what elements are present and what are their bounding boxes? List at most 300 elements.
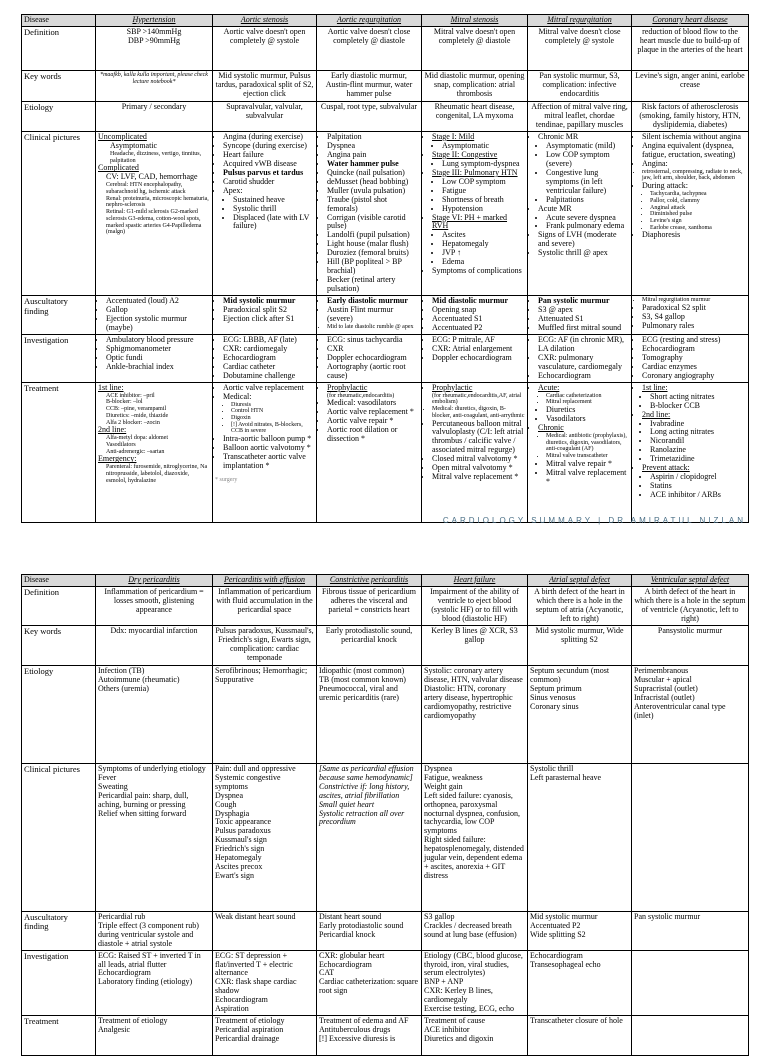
table-cell: Systolic: coronary artery disease, HTN, valvular disease Diastolic: HTN, coronary artery disease, hypertrophic cardiomyopathy, restrictive cardiomyopathy — [422, 665, 528, 763]
list-item: • Pallor, cold, clammy — [650, 198, 746, 205]
table-cell — [528, 334, 632, 382]
table-cell: Levine's sign, anger anini, earlobe crease — [632, 70, 749, 101]
table-cell: Systolic thrill Left parasternal heave — [528, 763, 632, 911]
list-item: • 2nd line: — [642, 411, 746, 420]
list-item: CV: LVF, CAD, hemorrhage — [106, 172, 198, 182]
table-cell: Affection of mitral valve ring, mitral leaflet, chordae tendinae, papillary muscles — [528, 101, 632, 131]
list-item: • Mitral replacement — [546, 399, 629, 406]
table-cell-mr-clinical — [528, 131, 632, 295]
row-auscultatory — [22, 911, 749, 950]
list-item: • Aortic valve repair * — [327, 417, 419, 426]
table-cell: Cuspal, root type, subvalvular — [317, 101, 422, 131]
list-item: • Aortic valve replacement — [223, 384, 314, 393]
table-cell: Treatment of edema and AF Antituberculous drugs [!] Excessive diuresis is — [317, 1016, 422, 1056]
table-cell: Inflammation of pericardium = losses smooth, glistening appearance — [96, 586, 213, 625]
list-item: • Mitral regurgitation murmur — [642, 297, 746, 304]
list-item: • ACE inhibitor / ARBs — [650, 491, 746, 500]
list-item: • Displaced (late with LV failure) — [233, 214, 314, 232]
list-item: • Stage VI: PH + marked RVH — [432, 214, 525, 232]
list-item: • Diaphoresis — [642, 231, 746, 240]
list-item: • CXR: Atrial enlargement — [432, 345, 525, 354]
list-item: • 1st line: — [642, 384, 746, 393]
row-definition — [22, 586, 749, 625]
list-item: • Attenuated S1 — [538, 315, 629, 324]
table-header-row — [22, 575, 749, 587]
list-item: • Statins — [650, 482, 746, 491]
table-cell: Impairment of the ability of ventricle to eject blood (systolic HF) or to fill with blood (diastolic HF) — [422, 586, 528, 625]
table-cell — [528, 296, 632, 335]
list-item: • Fatigue — [442, 187, 525, 196]
list-item: (for rheumatic,endocarditis,AF, atrial embolism) — [432, 392, 522, 406]
list-item: • ECG: sinus tachycardia — [327, 336, 419, 345]
header-coronary-heart-disease: Coronary heart disease — [632, 15, 749, 27]
list-item: 1st line: — [98, 382, 124, 392]
list-item: • Transcatheter aortic valve implantation * — [223, 453, 314, 471]
table-cell — [317, 296, 422, 335]
list-item: • Mid diastolic murmur — [432, 297, 525, 306]
table-cell: Dyspnea Fatigue, weakness Weight gain Left sided failure: cyanosis, orthopnea, paroxysmal nocturnal dyspnea, confusion, tachycardia, low COP symptoms Right sided failure: hepatosplenomegaly, distended jugular vein, dependent edema + ascites, anorexia + GIT distress — [422, 763, 528, 911]
table-cell: Septum secundum (most common) Septum primum Sinus venosus Coronary sinus — [528, 665, 632, 763]
table-cell: Weak distant heart sound — [213, 911, 317, 950]
row-auscultatory — [22, 296, 749, 335]
list-item: Vasodilators — [106, 441, 136, 448]
list-item: • Anginal attack — [650, 205, 746, 212]
list-item: • ECG: LBBB, AF (late) — [223, 336, 314, 345]
list-item: • Angina pain — [327, 151, 419, 160]
table-cell: A birth defect of the heart in which there is a hole in the septum of atria (Acyanotic, left to right) — [528, 586, 632, 625]
list-item: • Medical: antibiotic (prophylaxis), diuretics, digoxin, vasodilators, anti-coagulant (AF) — [546, 433, 629, 453]
table-cell: [Same as pericardial effusion because same hemodynamic] Constrictive if: long history, ascites, atrial fibrillation Small quiet heart Systolic retraction all over precordium — [317, 763, 422, 911]
row-label: Key words — [22, 625, 96, 665]
row-definition — [22, 26, 749, 70]
row-etiology — [22, 665, 749, 763]
table-cell-as-clinical — [213, 131, 317, 295]
list-item: • Levine's sign — [650, 218, 746, 225]
table-cell: Supravalvular, valvular, subvalvular — [213, 101, 317, 131]
list-item: • Medical: vasodilators — [327, 399, 419, 408]
list-item: • Doppler echocardiogram — [432, 354, 525, 363]
row-label: Key words — [22, 70, 96, 101]
header-disease: Disease — [22, 15, 96, 27]
list-item: • Pan systolic murmur — [538, 297, 629, 306]
list-item: • Acute MR — [538, 205, 629, 214]
list-item: • ECG (resting and stress) — [642, 336, 746, 345]
list-item: • CXR — [327, 345, 419, 354]
list-item: Renal: proteinuria, microscopic hematuria, nephro-sclerosis — [106, 195, 209, 209]
list-item: • Hypotension — [442, 205, 525, 214]
header-dry-pericarditis: Dry pericarditis — [96, 575, 213, 587]
list-item: Alfa-metyl dopa: aldomet — [106, 435, 168, 442]
list-item: • Dobutamine challenge — [223, 372, 314, 381]
list-item: • Symptoms of complications — [432, 267, 525, 276]
list-item: • Paradoxical S2 split — [642, 304, 746, 313]
list-item: • Water hammer pulse — [327, 160, 419, 169]
table-cell-chd-treatment — [632, 382, 749, 522]
list-item: • Edema — [442, 258, 525, 267]
list-item: Uncomplicated — [98, 131, 147, 141]
list-item: • Signs of LVH (moderate and severe) — [538, 231, 629, 249]
table-cell — [213, 334, 317, 382]
list-item: • Echocardiogram — [642, 345, 746, 354]
list-item: • Trimetazidine — [650, 455, 746, 464]
list-item: • Ascites — [442, 231, 525, 240]
table-cell: Ddx: myocardial infarction — [96, 625, 213, 665]
list-item: • Pulmonary rales — [642, 322, 746, 331]
row-keywords — [22, 625, 749, 665]
list-item: • Traube (pistol shot femorals) — [327, 196, 419, 214]
row-keywords — [22, 70, 749, 101]
row-label: Etiology — [22, 665, 96, 763]
list-item: • Angina (during exercise) — [223, 133, 314, 142]
row-treatment — [22, 1016, 749, 1056]
table-cell — [96, 334, 213, 382]
table-cell: Perimembranous Muscular + apical Supracristal (outlet) Infracristal (outlet) Anteroventricular canal type (inlet) — [632, 665, 749, 763]
table-cell: CXR: globular heart Echocardiogram CAT Cardiac catheterization: square root sign — [317, 950, 422, 1016]
list-item: • Asymptomatic (mild) — [546, 142, 629, 151]
list-item: • Sphigmomanometer — [106, 345, 210, 354]
cardiology-table-2 — [21, 574, 749, 1056]
list-item: • Prevent attack: — [642, 464, 746, 473]
row-label: Investigation — [22, 334, 96, 382]
table-cell — [213, 296, 317, 335]
list-item: • Accentuated P2 — [432, 324, 525, 333]
list-item: • Mitral valve replacement * — [432, 473, 525, 482]
header-mitral-stenosis: Mitral stenosis — [422, 15, 528, 27]
list-item: Asymptomatic — [110, 140, 158, 150]
table-cell: Aortic valve doesn't close completely @ diastole — [317, 26, 422, 70]
table-cell — [317, 334, 422, 382]
table-cell: Fibrous tissue of pericardium adheres the visceral and parietal = constricts heart — [317, 586, 422, 625]
row-investigation — [22, 950, 749, 1016]
list-item: • Carotid shudder — [223, 178, 314, 187]
list-item: • Chronic MR — [538, 133, 629, 142]
list-item: • Angina: — [642, 160, 746, 169]
list-item: • Quincke (nail pulsation) — [327, 169, 419, 178]
list-item: • Syncope (during exercise) — [223, 142, 314, 151]
table-cell: reduction of blood flow to the heart muscle due to build-up of plaque in the arteries of the heart — [632, 26, 749, 70]
list-item: • Acute severe dyspnea — [546, 214, 629, 223]
list-item: Headache, dizziness, vertigo, tinnitus, palpitation — [110, 150, 202, 164]
list-item: • Stage I: Mild — [432, 133, 525, 142]
header-atrial-septal-defect: Atrial septal defect — [528, 575, 632, 587]
row-label: Treatment — [22, 1016, 96, 1056]
table-cell: Rheumatic heart disease, congenital, LA myxoma — [422, 101, 528, 131]
list-item: • Landolfi (pupil pulsation) — [327, 231, 419, 240]
list-item: • Heart failure — [223, 151, 314, 160]
list-item: • Palpitations — [546, 196, 629, 205]
list-item: • Prophylactic — [327, 384, 419, 393]
list-item: • Shortness of breath — [442, 196, 525, 205]
list-item: • Digoxin — [231, 415, 314, 422]
list-item: • Accentuated S1 — [432, 315, 525, 324]
list-item: • Gallop — [106, 306, 210, 315]
list-item: • Low COP symptom — [442, 178, 525, 187]
cardiology-table-1 — [21, 14, 749, 523]
header-ventricular-septal-defect: Ventricular septal defect — [632, 575, 749, 587]
table-cell: Primary / secondary — [96, 101, 213, 131]
table-cell: Mid diastolic murmur, opening snap, complication: atrial thrombosis — [422, 70, 528, 101]
list-item: • Diminished pulse — [650, 211, 746, 218]
row-label: Definition — [22, 26, 96, 70]
list-item: • S3 @ apex — [538, 306, 629, 315]
list-item: • S3, S4 gallop — [642, 313, 746, 322]
table-cell — [632, 950, 749, 1016]
table-cell: Pain: dull and oppressive Systemic congestive symptoms Dyspnea Cough Dysphagia Toxic appearance Pulsus paradoxus Kussmaul's sign Friedrich's sign Hepatomegaly Ascites precox Ewart's sign — [213, 763, 317, 911]
table-cell: Pan systolic murmur, S3, complication: infective endocarditis — [528, 70, 632, 101]
list-item: • Stage II: Congestive — [432, 151, 525, 160]
row-label: Treatment — [22, 382, 96, 522]
list-item: • Diuretics — [546, 406, 629, 415]
row-label: Clinical pictures — [22, 131, 96, 295]
table-cell-mr-treatment — [528, 382, 632, 522]
list-item: • JVP ↑ — [442, 249, 525, 258]
table-cell: ECG: Raised ST + inverted T in all leads, atrial flutter Echocardiogram Laboratory finding (etiology) — [96, 950, 213, 1016]
list-item: • Mid to late diastolic rumble @ apex — [327, 324, 419, 331]
table-cell-ms-treatment — [422, 382, 528, 522]
header-mitral-regurgitation: Mitral regurgitation — [528, 15, 632, 27]
list-item: B-blocker: –lol — [106, 399, 143, 406]
list-item: • Open mitral valvotomy * — [432, 464, 525, 473]
table-cell: Mitral valve doesn't open completely @ diastole — [422, 26, 528, 70]
list-item: • Hill (BP popliteal > BP brachial) — [327, 258, 419, 276]
table-cell — [632, 763, 749, 911]
list-item: • Cardiac catheterization — [546, 393, 629, 400]
table-cell: ECG: ST depression + flat/inverted T + electric alternance CXR: flask shape cardiac shadow Echocardiogram Aspiration — [213, 950, 317, 1016]
header-aortic-stenosis: Aortic stenosis — [213, 15, 317, 27]
list-item: • Coronary angiography — [642, 372, 746, 381]
list-item: • Diuresis — [231, 402, 314, 409]
list-item: • Dyspnea — [327, 142, 419, 151]
list-item: • Prophylactic — [432, 384, 525, 393]
list-item: • Frank pulmonary edema — [546, 222, 629, 231]
table-header-row — [22, 15, 749, 27]
table-cell: Inflammation of pericardium with fluid accumulation in the pericardial space — [213, 586, 317, 625]
list-item: • Apex: — [223, 187, 314, 196]
table-cell: S3 gallop Crackles / decreased breath sound at lung base (effusion) — [422, 911, 528, 950]
list-item: • Cardiac enzymes — [642, 363, 746, 372]
row-investigation — [22, 334, 749, 382]
list-item: • Optic fundi — [106, 354, 210, 363]
list-item: • Accentuated (loud) A2 — [106, 297, 210, 306]
row-clinical-pictures — [22, 763, 749, 911]
list-item: • Echocardiogram — [223, 354, 314, 363]
table-cell: Early diastolic murmur, Austin-flint murmur, water hammer pulse — [317, 70, 422, 101]
list-item: • Ejection click after S1 — [223, 315, 314, 324]
table-cell: Echocardiogram Transesophageal echo — [528, 950, 632, 1016]
list-item: • Doppler echocardiogram — [327, 354, 419, 363]
table-cell-ar-treatment — [317, 382, 422, 522]
table-cell — [422, 296, 528, 335]
header-hypertension: Hypertension — [96, 15, 213, 27]
list-item: • ECG: P mitrale, AF — [432, 336, 525, 345]
list-item: • B-blocker CCB — [650, 402, 746, 411]
list-item: • Balloon aortic valvotomy * — [223, 444, 314, 453]
table-cell: Symptoms of underlying etiology Fever Sweating Pericardial pain: sharp, dull, aching, burning or pressing Relief when sitting forward — [96, 763, 213, 911]
list-item: Alfa 2 blocker: –zocin — [106, 419, 160, 426]
table-cell: *maafkb, kalla kulla important, please check lecture notebook* — [96, 70, 213, 101]
table-cell-chd-clinical — [632, 131, 749, 295]
list-item: • Opening snap — [432, 306, 525, 315]
row-label: Investigation — [22, 950, 96, 1016]
table-cell — [632, 1016, 749, 1056]
table-cell — [632, 334, 749, 382]
list-item: • Systolic thrill — [233, 205, 314, 214]
list-item: • Asymptomatic — [442, 142, 525, 151]
table-cell: Kerley B lines @ XCR, S3 gallop — [422, 625, 528, 665]
list-item: Emergency: — [98, 454, 137, 464]
list-item: • Tachycardia, tachypnea — [650, 191, 746, 198]
header-heart-failure: Heart failure — [422, 575, 528, 587]
table-cell: Treatment of cause ACE inhibitor Diuretics and digoxin — [422, 1016, 528, 1056]
table-cell: Pansystolic murmur — [632, 625, 749, 665]
list-item: • Aortic valve replacement * — [327, 408, 419, 417]
table-cell: A birth defect of the heart in which there is a hole in the septum of ventricle (Acyanotic, left to right) — [632, 586, 749, 625]
table-cell: Serofibrinous; Hemorrhagic; Suppurative — [213, 665, 317, 763]
list-item: • Corrigan (visible carotid pulse) — [327, 214, 419, 232]
table-cell — [632, 296, 749, 335]
list-item: Cerebral: HTN encephalopathy, subarachnoid hg, ischemic attack — [106, 182, 186, 195]
table-cell: Infection (TB) Autoimmune (rheumatic) Others (uremia) — [96, 665, 213, 763]
list-item: ACE inhibitor: –pril — [106, 392, 155, 399]
table-cell: Mid systolic murmur, Pulsus tardus, paradoxical split of S2, ejection click — [213, 70, 317, 101]
list-item: • Silent ischemia without angina — [642, 133, 746, 142]
list-item: • Acute: — [538, 384, 629, 393]
row-clinical-pictures — [22, 131, 749, 295]
table-cell: Distant heart sound Early protodiastolic sound Pericardial knock — [317, 911, 422, 950]
table-cell: Risk factors of atherosclerosis (smoking, family history, HTN, dyslipidemia, diabetes) — [632, 101, 749, 131]
list-item: Retinal: G1-mild sclerosis G2-marked sclerosis G3-edema, cotton-wool spots, marked spastic arteries G4-Papilledema (malgn) — [106, 209, 202, 236]
list-item: • Aortography (aortic root cause) — [327, 363, 419, 381]
header-constrictive-pericarditis: Constrictive pericarditis — [317, 575, 422, 587]
list-item: • Cardiac catheter — [223, 363, 314, 372]
list-item: • Low COP symptom (severe) — [546, 151, 629, 169]
list-item: • Early diastolic murmur — [327, 297, 419, 306]
list-item: • Systolic thrill @ apex — [538, 249, 629, 258]
list-item: • Duroziez (femoral bruits) — [327, 249, 419, 258]
table-cell: Pan systolic murmur — [632, 911, 749, 950]
list-item: (for rheumatic,endocarditis) — [327, 392, 395, 399]
table-cell: Transcatheter closure of hole — [528, 1016, 632, 1056]
list-item: • Light house (malar flush) — [327, 240, 419, 249]
list-item: • Ivabradine — [650, 420, 746, 429]
list-item: • Acquired vWB disease — [223, 160, 314, 169]
table-cell: Pericardial rub Triple effect (3 component rub) during ventricular systole and diastole + atrial systole — [96, 911, 213, 950]
list-item: • Echocardiogram — [538, 372, 629, 381]
list-item: • Nicorandil — [650, 437, 746, 446]
list-item: • Long acting nitrates — [650, 428, 746, 437]
list-item: • Aortic root dilation or dissection * — [327, 426, 419, 444]
list-item: • Lung symptom-dyspnea — [442, 160, 525, 169]
list-item: Diuretics: –mide, thiazide — [106, 412, 169, 419]
list-item: • Medical: diuretics, digoxin, B-blocker, anti-coagulant, anti-arrythmic — [432, 406, 525, 419]
list-item: Complicated — [98, 163, 139, 173]
list-item: • Mid systolic murmur — [223, 297, 314, 306]
table-cell: Mid systolic murmur Accentuated P2 Wide splitting S2 — [528, 911, 632, 950]
table-cell: Etiology (CBC, blood glucose, thyroid, iron, viral studies, serum electrolytes) BNP + ANP CXR: Kerley B lines, cardiomegaly Exercise testing, ECG, echo — [422, 950, 528, 1016]
row-label: Auscultatory finding — [22, 296, 96, 335]
list-item: 2nd line: — [98, 425, 127, 435]
list-item: • Becker (retinal artery pulsation) — [327, 276, 419, 294]
row-label: Clinical pictures — [22, 763, 96, 911]
list-item: • Ranolazine — [650, 446, 746, 455]
table-cell: Aortic valve doesn't open completely @ systole — [213, 26, 317, 70]
list-item: • Mitral valve replacement * — [546, 469, 629, 487]
list-item: • Hepatomegaly — [442, 240, 525, 249]
list-item: • Angina equivalent (dyspnea, fatigue, eructation, sweating) — [642, 142, 746, 160]
header-pericarditis-effusion: Pericarditis with effusion — [213, 575, 317, 587]
summary-header: CARDIOLOGY SUMMARY | DR AMIRATUL NIZLAN — [442, 516, 746, 525]
table-cell-as-treatment — [213, 382, 317, 522]
list-item: • CXR: pulmonary vasculature, cardiomegaly — [538, 354, 629, 372]
list-item: • Mitral valve repair * — [546, 460, 629, 469]
table-cell: Mitral valve doesn't close completely @ systole — [528, 26, 632, 70]
list-item: • Palpitation — [327, 133, 419, 142]
list-item: • Mitral valve transcatheter — [546, 453, 629, 460]
table-cell: Treatment of etiology Analgesic — [96, 1016, 213, 1056]
table-cell-ms-clinical — [422, 131, 528, 295]
row-etiology — [22, 101, 749, 131]
row-label: Auscultatory finding — [22, 911, 96, 950]
list-item: • Earlobe crease, xanthoma — [650, 225, 746, 232]
list-item: • Percutaneous balloon mitral valvuloplasty (C/I: left atrial thrombus / calcific valve / associated mitral regurge) — [432, 420, 525, 456]
list-item: • Ejection systolic murmur (maybe) — [106, 315, 210, 333]
table-cell: SBP >140mmHg DBP >90mmHg — [96, 26, 213, 70]
list-item: • Ankle-brachial index — [106, 363, 210, 372]
list-item: • Muffled first mitral sound — [538, 324, 629, 333]
list-item: Parenteral: furosemide, nitroglycerine, Na nitroprusside, labetolol, diazoxide, esmolol, hydralazine — [106, 464, 208, 484]
table-cell: Idiopathic (most common) TB (most common known) Pneumococcal, viral and uremic pericarditis (rare) — [317, 665, 422, 763]
list-item: • Pulsus parvus et tardus — [223, 169, 314, 178]
list-item: • CXR: cardiomegaly — [223, 345, 314, 354]
list-item: • deMusset (head bobbing) — [327, 178, 419, 187]
table-cell: Mid systolic murmur, Wide splitting S2 — [528, 625, 632, 665]
table-cell: Pulsus paradoxus, Kussmaul's, Friedrich's sign, Ewarts sign, complication: cardiac temponade — [213, 625, 317, 665]
table-cell-htn-clinical — [96, 131, 213, 295]
list-item: • Muller (uvula pulsation) — [327, 187, 419, 196]
table-cell-htn-treatment — [96, 382, 213, 522]
table-cell: Treatment of etiology Pericardial aspiration Pericardial drainage — [213, 1016, 317, 1056]
header-disease: Disease — [22, 575, 96, 587]
list-item: • ECG: AF (in chronic MR), LA dilation — [538, 336, 629, 354]
list-item: • Vasodilators — [546, 415, 629, 424]
row-label: Definition — [22, 586, 96, 625]
list-item: • Intra-aortic balloon pump * — [223, 435, 314, 444]
list-item: • Control HTN — [231, 408, 314, 415]
list-item: • During attack: — [642, 182, 746, 191]
list-item: • retrosternal, compressing, radiate to neck, jaw, left arm, shoulder, back, abdomen — [642, 169, 746, 182]
table-cell — [422, 334, 528, 382]
list-item: • Congestive lung symptoms (in left ventricular failure) — [546, 169, 629, 196]
list-item: • Tomography — [642, 354, 746, 363]
list-item: • Austin Flint murmur (severe) — [327, 306, 419, 324]
list-item: Anti-adrenergic: –sartan — [106, 448, 165, 455]
list-item: • Medical: — [223, 393, 314, 402]
footnote: * surgery — [215, 477, 238, 483]
list-item: • Ambulatory blood pressure — [106, 336, 210, 345]
list-item: CCB: –pine, verampamil — [106, 406, 167, 413]
table-cell — [96, 296, 213, 335]
list-item: • [!] Avoid nitrates, B-blockers, CCB in severe — [231, 422, 314, 435]
header-aortic-regurgitation: Aortic regurgitation — [317, 15, 422, 27]
table-cell-ar-clinical — [317, 131, 422, 295]
list-item: • Closed mitral valvotomy * — [432, 455, 525, 464]
list-item: • Aspirin / clopidogrel — [650, 473, 746, 482]
row-label: Etiology — [22, 101, 96, 131]
list-item: • Paradoxical split S2 — [223, 306, 314, 315]
list-item: • Stage III: Pulmonary HTN — [432, 169, 525, 178]
list-item: • Chronic — [538, 424, 629, 433]
list-item: • Short acting nitrates — [650, 393, 746, 402]
